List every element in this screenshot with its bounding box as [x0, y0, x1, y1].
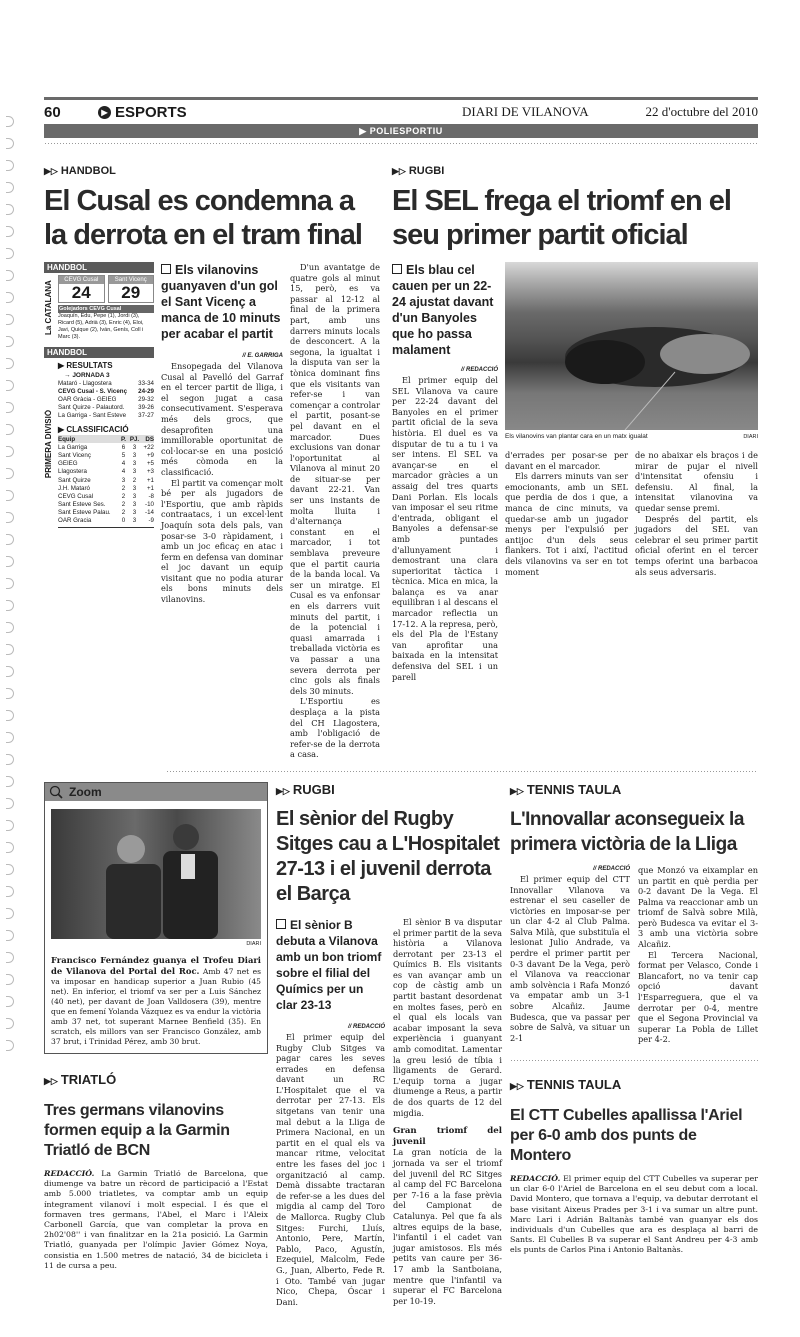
binder-hole [6, 710, 14, 721]
standings-table [58, 435, 154, 525]
handbol-sidebar [44, 262, 154, 528]
bottom-row [44, 782, 758, 1307]
results-title: ▶ RESULTATS [58, 361, 113, 370]
golf-trophy-photo [51, 809, 261, 939]
rugbi-sitges-subheading: Gran triomf del juvenil [393, 1126, 502, 1147]
handbol-text-col1 [161, 262, 283, 605]
handbol-kicker: ▶▷ HANDBOL [44, 165, 116, 177]
binder-hole [6, 666, 14, 677]
binder-hole [6, 336, 14, 347]
binder-hole [6, 358, 14, 369]
rugby-scrum-photo [505, 262, 758, 430]
binder-hole [6, 512, 14, 523]
standings-header: Equip P. PJ. DS [58, 435, 154, 443]
binder-hole [6, 226, 14, 237]
handbol-body-row [44, 262, 380, 760]
binder-hole [6, 842, 14, 853]
square-bullet-icon [161, 264, 171, 274]
home-team-box [58, 275, 105, 303]
rugbi-sitges-kicker: ▶▷ RUGBI [276, 781, 335, 797]
tennis1-kicker: ▶▷ TENNIS TAULA [510, 781, 622, 797]
binder-hole [6, 952, 14, 963]
binder-hole [6, 468, 14, 479]
rugbi-sitges-article [276, 782, 502, 1307]
scorebox-label: HANDBOL [44, 262, 154, 273]
newspaper-name: DIARI DE VILANOVA [462, 104, 589, 119]
square-bullet-icon [276, 919, 286, 929]
rugbi-sel-headline: El SEL frega el triomf en el seu primer partit oficial [392, 185, 731, 251]
tennis1-col1: El primer equip del CTT Innovallar Vilanova va estrenar el seu caseller de victòries en imposar-se per un clar 4-2 al Club Palma. Salva Milà, que substituïa el lesionat Julio Andrade, va perdre el primer partit per 0-3 davant De la Vega, però el Vilanova va reaccionar amb solvència i Rafa Monzó va empatar amb un 3-1 sobre Alcañiz. Jaume Budesca, que va passar per sobre de Salvà, va situar un 2-1 [510, 873, 630, 1043]
tennis2-body: REDACCIÓ. El primer equip del CTT Cubelles va superar per un clar 6-0 l'Ariel de Barcelona en el seu debut com a local. David Montero, que tornava a l'equip, va debutar derrotant el base visitant Aixeus Prades per 3-1 i va sumar un altre punt. Marc Lari i Adrián Baltanàs també van guanyar els dos individuals d'un Cubelles que ara es desplaça al barri de Sants. El Cubelles B va superar el Sant Andreu per 4-3 amb els punts de Carlos Pina i Antonio Baltanàs. [510, 1174, 759, 1255]
standings-row: La Garriga 6 3 +22 [58, 443, 154, 451]
magnifier-icon [49, 785, 63, 799]
rugbi-sitges-col1: El primer equip del Rugby Club Sitges va pagar cares les seves errades en defensa davant un RC L'Hospitalet que el va derrotar per 27-13. Els sitgetans van tenir una mal debut a la Lliga de Primera Nacional, en un partit en el qual els va mancar ritme, velocitat entre les fases del joc i organització al camp. Demà dissabte tractaran de refer-se a les dues del migdia al camp del Toro de Mallorca. Rugby Club Sitges: Furchi, Lluís, Antonio, Pere, Martín, Pablo, Paco, Agustín, Ezequiel, Malcolm, Fede G., Juan, Alberto, Fede R. i Oto. També van jugar Nico, Chepa, Óscar i Dani. [276, 1031, 385, 1307]
newspaper-page [44, 0, 758, 1337]
zoom-photo-credit: DIARI [246, 940, 261, 947]
band-arrow-icon: ▶ [359, 125, 370, 136]
triatlo-lead: REDACCIÓ. [44, 1168, 95, 1178]
rugbi-sel-article [392, 164, 758, 682]
rugbi-sel-col2: d'errades per posar-se per davant en el marcador. Els darrers minuts van ser emocionants, amb un SEL que perdia de dos i que, a manca de cinc minuts, va quedar-se amb un jugador menys per l'expulsió per antijoc d'un dels seus flankers. Tot i així, l'actitud dels vilanovins va ser en tot moment [505, 450, 628, 577]
zoom-caption [51, 955, 261, 1047]
double-arrow-icon: ▶▷ [276, 785, 290, 796]
league-box [44, 347, 154, 528]
band-label: POLIESPORTIU [369, 126, 443, 136]
tennis2-kicker: ▶▷ TENNIS TAULA [510, 1077, 622, 1092]
page-number: 60 [44, 103, 61, 121]
triatlo-headline: Tres germans vilanovins formen equip a la Garmin Triatló de BCN [44, 1101, 230, 1159]
league-vertical-label: PRIMERA DIVISIÓ [44, 409, 53, 479]
away-team: Sant Vicenç [109, 276, 154, 284]
rugbi-sel-photo-caption: Els vilanovins van plantar cara en un matx igualat [505, 433, 648, 440]
zoom-header [45, 783, 267, 801]
dotted-divider [510, 1059, 758, 1063]
zoom-box [44, 782, 268, 1054]
section-label: ESPORTS [115, 103, 187, 121]
rugbi-sel-photo-credit: DIARI [743, 433, 758, 440]
rugbi-sel-subhead: Els blau cel cauen per un 22-24 ajustat davant d'un Banyoles que ho passa malament [392, 263, 494, 357]
binder-hole [6, 556, 14, 567]
binder-hole [6, 798, 14, 809]
binder-hole [6, 996, 14, 1007]
binder-hole [6, 930, 14, 941]
lineup: Joaquín, Edu, Pepe (1), Jordi (3), Ricard (5), Adrià (3), Enric (4), Eloi, Javi, Quique (2), Iván, Genís, Coll i Marc (3). [58, 313, 144, 340]
rugbi-sitges-byline: // REDACCIÓ [347, 1023, 385, 1030]
double-arrow-icon: ▶▷ [392, 166, 406, 176]
binder-hole [6, 534, 14, 545]
binder-hole [6, 380, 14, 391]
zoom-caption-lead: Francisco Fernández guanya el Trofeu Diari de Vilanova del Portal del Roc. [51, 954, 261, 976]
page-header [44, 102, 758, 122]
dotted-divider [166, 770, 758, 774]
binder-hole [6, 622, 14, 633]
results-list [58, 380, 154, 420]
top-row [44, 164, 758, 760]
standings-row: Sant Quirze 3 2 +1 [58, 476, 154, 484]
scrum-image [505, 262, 758, 430]
rugbi-sel-col1: El primer equip del SEL Vilanova va caure per 22-24 davant del Banyoles en el primer partit oficial de la seva història. El duel es va disputar de tu a tu i va ser intens. El SEL va avançar-se en el marcador gràcies a un assaig del tres quarts Dani Porlan. Els locals van imposar el seu ritme d'entrada, obligant el Banyoles a defensar-se amb puntades d'allunyament i demostrant una clara superioritat tàctica i tècnica. Mica en mica, la balança es va anar equilibran i al descans el marcador reflectia un 17-12. A la represa, però, els del Pla de l'Estany van aprofitar una baixada en la intensitat defensiva del SEL i un parell [392, 375, 499, 682]
triatlo-body: REDACCIÓ. La Garmin Triatló de Barcelona, que diumenge va batre un rècord de participació a l'Estat amb 5.000 triatletes, va comptar amb un equip íntegrament vilanoví i molt especial. I és que el formaven tres germans, l'Abel, el Marc i l'Aleix Carbonell García, que van completar la prova en 2h02'08'' i van finalitzar en la 21a posició. La Garmin Triatló, guanyada per l'olímpic Javier Gómez Noya, consistia en 1.500 metres de natació, 34 de bicicleta i 11 de cursa a peu. [44, 1168, 269, 1270]
handbol-article [44, 164, 380, 760]
binder-hole [6, 138, 14, 149]
binder-hole [6, 248, 14, 259]
tennis-column [510, 782, 758, 1256]
standings-row: J.H. Mataró 2 3 +1 [58, 484, 154, 492]
standings-row: Sant Esteve Ses. 2 3 -10 [58, 501, 154, 509]
rugbi-sel-kicker: ▶▷ RUGBI [392, 165, 445, 177]
binder-hole [6, 204, 14, 215]
issue-date: 22 d'octubre del 2010 [645, 104, 758, 119]
standings-row: Llagostera 4 3 +3 [58, 468, 154, 476]
play-icon: ▶ [98, 106, 111, 119]
rugbi-sel-right [505, 262, 758, 577]
round-label: → JORNADA 3 [64, 372, 110, 379]
binder-hole [6, 644, 14, 655]
handbol-subhead: Els vilanovins guanyaven d'un gol el Sant Vicenç a manca de 10 minuts per acabar el partit [161, 263, 281, 341]
result-row: CEVG Cusal - S. Vicenç 24-29 [58, 388, 154, 395]
binder-hole [6, 820, 14, 831]
header-rule [44, 97, 758, 100]
binder-hole [6, 424, 14, 435]
binder-hole [6, 160, 14, 171]
rugbi-sel-byline: // REDACCIÓ [460, 367, 498, 373]
handbol-col2: D'un avantatge de quatre gols al minut 15, però, es va passar al 12-12 al final de la primera part, amb uns darrers minuts locals de desconcert. A la segona, la igualtat i la disputa van ser la tònica dominant fins que els visitants van refer-se i van començar a controlar el partit, posant-se pel davant en el marcador. Dues exclusions van donar l'oportunitat al Vilanova al minut 20 de situar-se per davant 22-21. Van ser uns instants de molta lluita i d'alternança constant en el marcador, i tot semblava preveure que el partit cauria de la banda local. Va ser un miratge. El Cusal es va enfonsar en els darrers vuit minuts del partit, i de la potencial i quasi amarrada i treballada victòria es va passar a una severa derrota per cinc gols als finals dels 30 minuts. L'Esportiu es desplaça a la pista del CH Llagostera, amb l'obligació de refer-se de la derrota a casa. [290, 262, 380, 760]
binder-hole [6, 270, 14, 281]
binder-hole [6, 116, 14, 127]
binder-hole [6, 776, 14, 787]
double-arrow-icon: ▶▷ [44, 1075, 58, 1086]
rugbi-sel-col3: de no abaixar els braços i de mirar de pujar el nivell d'intensitat ofensiu i defensiu. Al final, la intensitat vilanovina va quedar sense premi. Després del partit, els jugadors del SEL van celebrar el seu primer partit oficial oferint en el tercer temps oferint una barbacoa als seus adversaris. [635, 450, 758, 577]
handbol-headline: El Cusal es condemna a la derrota en el tram final [44, 185, 362, 251]
tennis2-lead: REDACCIÓ. [510, 1174, 561, 1183]
tennis1-headline: L'Innovallar aconsegueix la primera victòria de la Lliga [510, 808, 744, 855]
binder-hole [6, 886, 14, 897]
standings-row: Sant Vicenç 5 3 +9 [58, 451, 154, 459]
binder-hole [6, 974, 14, 985]
rugbi-sel-body-row [392, 262, 758, 682]
result-row: Sant Quirze - Palautord. 39-26 [58, 404, 154, 411]
double-arrow-icon: ▶▷ [510, 1081, 524, 1091]
zoom-caption-body: Amb 47 net es va imposar en handicap superior a Juan Rubio (45 net). En inferior, el triomf va ser per a Luis Sánchez (40 net), per davant de Joan Valldosera (39), mentre que en femení Yolanda Vázquez es va endur la victòria amb 37 net, tot superant Marnee Benfield (35). En scratch, els millors van ser Francisco González, amb 37 brut, i Trinidad Pérez, amb 30 brut. [51, 966, 261, 1046]
home-team: CEVG Cusal [59, 276, 104, 284]
binder-hole [6, 490, 14, 501]
lineup-title: Golejadors CEVG Cusal [58, 305, 154, 313]
league-label: HANDBOL [44, 347, 154, 358]
binder-hole [6, 754, 14, 765]
binder-hole [6, 1018, 14, 1029]
double-arrow-icon: ▶▷ [44, 166, 58, 176]
rugbi-sitges-headline: El sènior del Rugby Sitges cau a L'Hospitalet 27-13 i el juvenil derrota el Barça [276, 807, 500, 905]
tennis1-col2: que Monzó va eixamplar en un partit en què perdia per 0-2 davant De la Vega. El Palma va reaccionar amb un triomf de Salvà sobre Milà, però Budesca va evitar el 3-3 amb una victòria sobre Alcañiz. El Tercera Nacional, format per Velasco, Conde i Blancafort, no va tenir cap opció davant l'Esparreguera, que el va derrotar per 0-4, mentre que el Segona Provincial va superar La Pobla de Lillet per 4-2. [638, 864, 758, 1045]
binder-hole [6, 864, 14, 875]
result-row: OAR Gràcia - GEIEG 29-32 [58, 396, 154, 403]
two-men-image [51, 809, 261, 939]
rugbi-sitges-col2: El sènior B va disputar el primer partit de la seva història a Vilanova derrotant per 23-13 el Químics B. Els visitants es van avançar amb un cop de càstig amb un partit bastant desordenat en moltes fases, però en el qual els locals van acabar imposant la seva experiència i guanyant amb comoditat. Lamentar la greu lesió de tíbia i lligaments de Gerard. L'equip torna a jugar diumenge a Reus, a partir de dos quarts de 12 del migdia. Gran triomf del juvenil La gran notícia de la jornada va ser el triomf del juvenil del RC Sitges al camp del FC Barcelona per 7-16 a la fase prèvia del Campionat de Catalunya. Pel que fa als altres equips de la base, l'infantil i el cadet van jugar amistosos. Els més petits van caure per 36-17 amb la Santboiana, mentre que l'infantil va superar el FC Barcelona per 10-19. [393, 916, 502, 1306]
home-score: 24 [71, 283, 91, 302]
tennis2-headline: El CTT Cubelles apallissa l'Ariel per 6-0 amb dos punts de Montero [510, 1107, 743, 1164]
section-band [44, 124, 758, 138]
rugbi-sitges-subhead: El sènior B debuta a Vilanova amb un bon triomf sobre el filial del Químics per un clar 23-13 [276, 917, 382, 1012]
tennis1-byline: // REDACCIÓ [592, 865, 630, 872]
dotted-divider [44, 142, 758, 146]
handbol-byline: // E. GARRIGA [242, 353, 283, 359]
standings-row: Sant Esteve Palau. 2 3 -14 [58, 509, 154, 517]
binder-hole [6, 732, 14, 743]
standings-row: CEVG Cusal 2 3 -8 [58, 492, 154, 500]
standings-row: GEIEG 4 3 +5 [58, 460, 154, 468]
double-arrow-icon: ▶▷ [510, 785, 524, 796]
left-column [44, 782, 268, 1271]
result-row: La Garriga - Sant Esteve 37-27 [58, 412, 154, 419]
square-bullet-icon [392, 264, 402, 274]
binder-hole [6, 600, 14, 611]
binder-hole [6, 446, 14, 457]
handbol-col1: Ensopegada del Vilanova Cusal al Pavelló del Garraf en el tercer partit de lliga, i el segon jugat a casa consecutivament. S'esperava més dels grocs, que desaprofiten una immillorable oportunitat de col·locar-se en una posició més còmoda en la classificació. El partit va començar molt bé per als jugadors de l'Esportiu, que amb ràpids contraatacs, i un excel·lent Joaquín sota dels pals, van posar-se 3-0 ràpidament, i amb un joc eficaç en atac i ferm en defensa van dominar el joc davant un equip visitant que no podia aturar els bons minuts dels vilanovins. [161, 361, 283, 605]
binder-hole [6, 688, 14, 699]
binder-hole [6, 402, 14, 413]
zoom-title: Zoom [69, 784, 102, 799]
triatlo-kicker: ▶▷ TRIATLÓ [44, 1071, 117, 1087]
away-team-box [108, 275, 155, 303]
binder-hole [6, 314, 14, 325]
binder-hole [6, 908, 14, 919]
binder-hole [6, 578, 14, 589]
result-row: Mataró - Llagostera 33-34 [58, 380, 154, 387]
away-score: 29 [121, 283, 141, 302]
binder-hole [6, 1040, 14, 1051]
standings-row: OAR Gracia 0 3 -9 [58, 517, 154, 525]
standings-title: ▶ CLASSIFICACIÓ [58, 425, 129, 434]
scorebox-vertical-label: La CATALANA [44, 280, 53, 336]
binder-hole [6, 182, 14, 193]
scorebox [44, 262, 154, 341]
binder-hole [6, 292, 14, 303]
binder-holes [4, 0, 18, 1132]
rugbi-sel-text-col1 [392, 262, 498, 682]
section-title [98, 104, 462, 121]
